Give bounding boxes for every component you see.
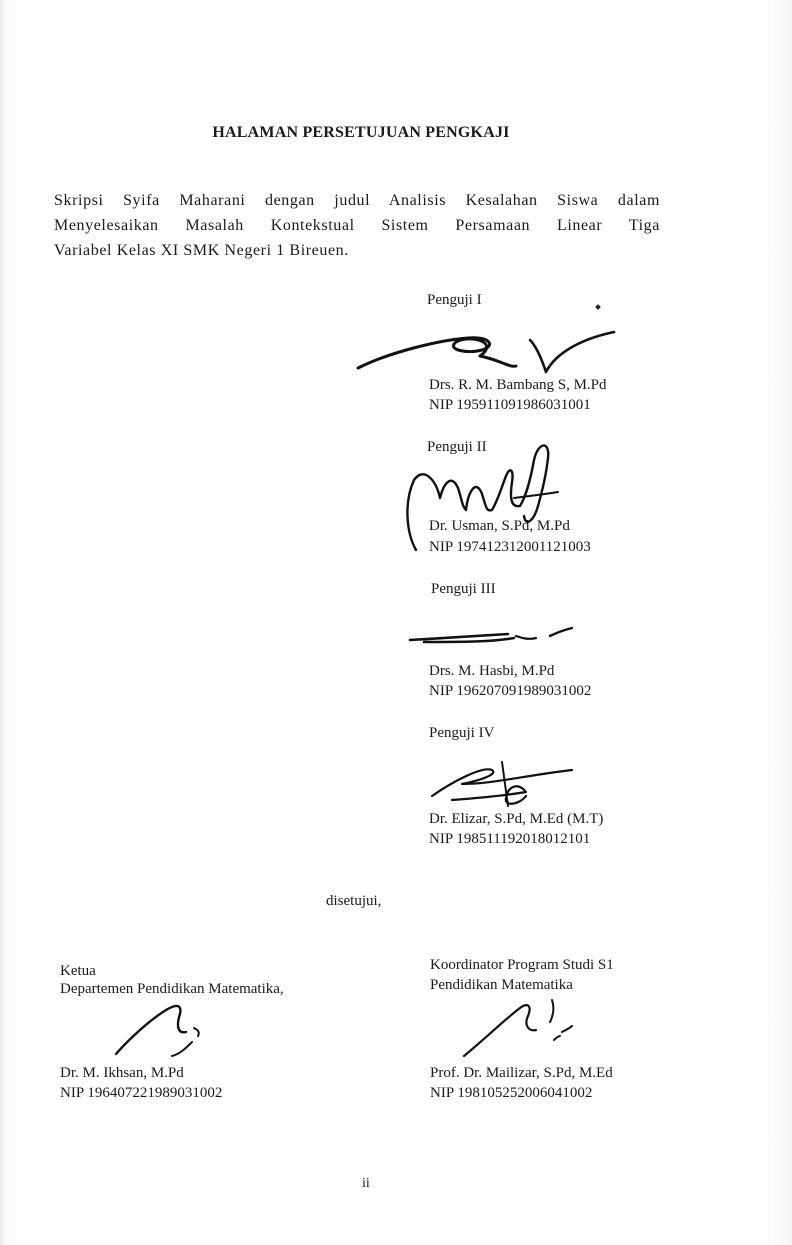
examiner-2-role: Penguji II: [427, 439, 487, 455]
examiner-1-nip: NIP 195911091986031001: [429, 397, 591, 413]
examiner-2-signature: [402, 436, 562, 554]
coordinator-name: Prof. Dr. Mailizar, S.Pd, M.Ed: [430, 1065, 613, 1081]
examiner-4-signature: [422, 756, 582, 812]
approval-label: disetujui,: [326, 893, 382, 909]
examiner-1-role: Penguji I: [427, 292, 482, 308]
page-title: HALAMAN PERSETUJUAN PENGKAJI: [212, 124, 510, 141]
examiner-3-role: Penguji III: [431, 581, 496, 597]
coordinator-role-line1: Koordinator Program Studi S1: [430, 957, 614, 973]
coordinator-role-line2: Pendidikan Matematika: [430, 977, 573, 993]
examiner-3-signature: [404, 620, 584, 650]
examiner-4-role: Penguji IV: [429, 725, 495, 741]
ink-dot: [595, 304, 601, 310]
chair-signature: [110, 998, 220, 1060]
intro-line: Menyelesaikan Masalah Kontekstual Sistem Persamaan Linear Tiga: [54, 217, 660, 234]
examiner-1-name: Drs. R. M. Bambang S, M.Pd: [429, 377, 607, 393]
coordinator-nip: NIP 198105252006041002: [430, 1085, 593, 1101]
chair-role-line1: Ketua: [60, 963, 96, 979]
intro-line: Skripsi Syifa Maharani dengan judul Analisis Kesalahan Siswa dalam: [54, 192, 660, 209]
coordinator-signature: [456, 992, 586, 1062]
chair-nip: NIP 196407221989031002: [60, 1085, 223, 1101]
examiner-4-name: Dr. Elizar, S.Pd, M.Ed (M.T): [429, 811, 604, 827]
chair-role-line2: Departemen Pendidikan Matematika,: [60, 981, 284, 997]
examiner-4-nip: NIP 198511192018012101: [429, 831, 591, 847]
chair-name: Dr. M. Ikhsan, M.Pd: [60, 1065, 184, 1081]
examiner-3-name: Drs. M. Hasbi, M.Pd: [429, 663, 555, 679]
examiner-1-signature: [350, 326, 630, 376]
page-number: ii: [362, 1176, 370, 1191]
examiner-3-nip: NIP 196207091989031002: [429, 683, 592, 699]
examiner-2-name: Dr. Usman, S.Pd, M.Pd: [429, 518, 570, 534]
examiner-2-nip: NIP 197412312001121003: [429, 539, 591, 555]
intro-line: Variabel Kelas XI SMK Negeri 1 Bireuen.: [54, 242, 349, 259]
intro-paragraph: [54, 188, 660, 263]
